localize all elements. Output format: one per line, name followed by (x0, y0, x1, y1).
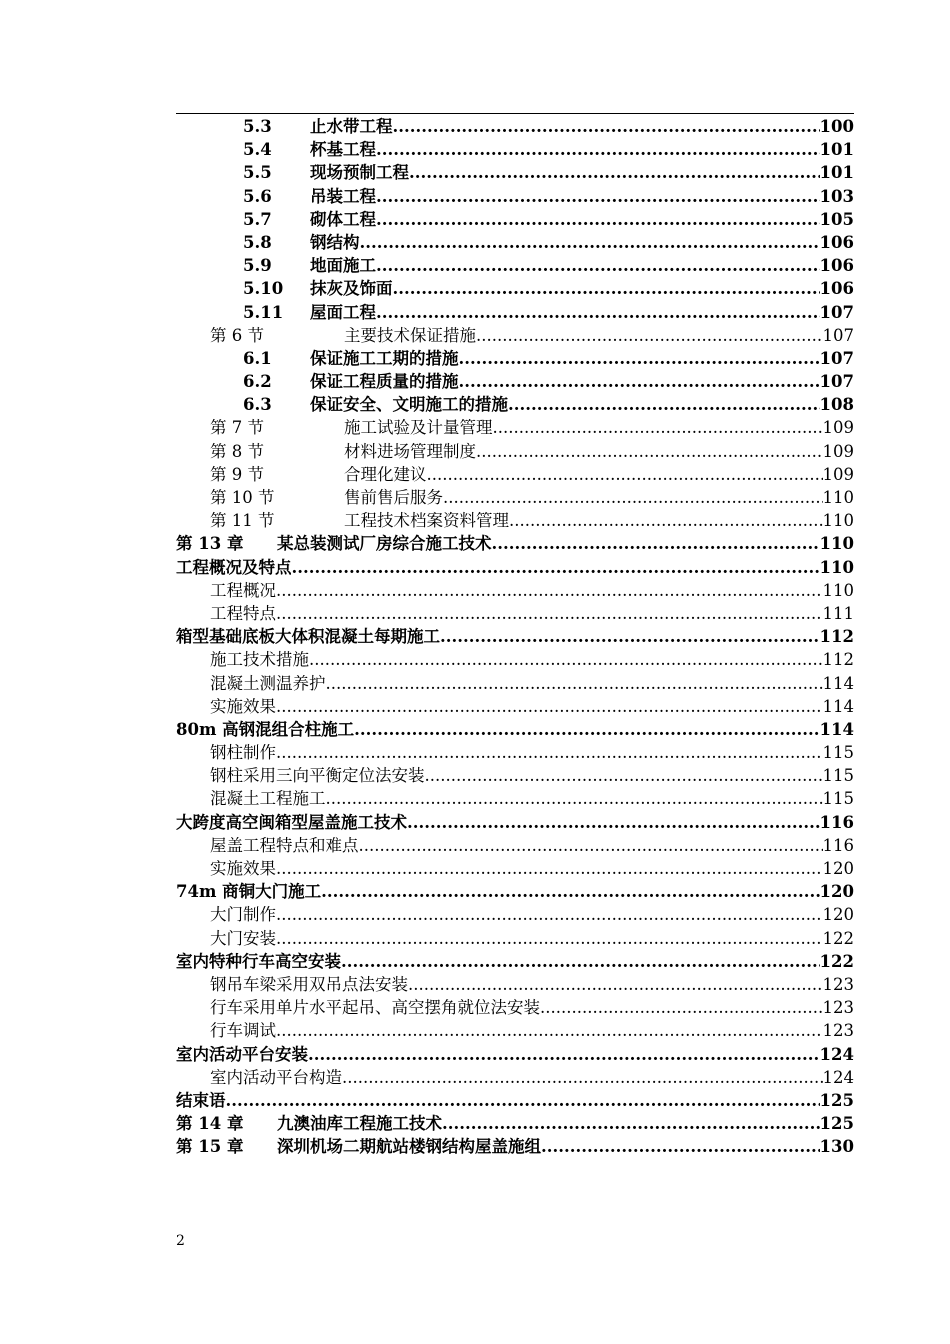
toc-entry-page: 101 (819, 163, 854, 183)
toc-entry-page: 125 (819, 1114, 854, 1134)
toc-entry-page: 115 (822, 766, 854, 786)
toc-entry-page: 107 (819, 348, 854, 368)
toc-entry-title: 工程特点 (210, 603, 276, 623)
toc-entry-page: 101 (819, 140, 854, 160)
toc-leader-dots (326, 672, 823, 695)
toc-leader-dots (226, 1089, 820, 1112)
toc-entry-title: 钢柱制作 (210, 743, 276, 763)
toc-entry[interactable] (176, 927, 854, 950)
toc-entry-number: 5.9 (243, 256, 272, 276)
toc-entry-title: 屋盖工程特点和难点 (210, 835, 359, 855)
toc-entry-title: 室内活动平台构造 (210, 1067, 342, 1087)
toc-entry-title: 杯基工程 (310, 140, 376, 160)
toc-entry-page: 116 (822, 835, 854, 855)
toc-entry-title: 材料进场管理制度 (344, 441, 476, 461)
toc-entry-page: 123 (822, 998, 854, 1018)
toc-entry[interactable] (176, 880, 854, 903)
toc-leader-dots (276, 695, 823, 718)
toc-entry-page: 120 (819, 882, 854, 902)
toc-entry[interactable] (176, 277, 854, 300)
toc-entry[interactable] (176, 416, 854, 439)
toc-leader-dots (376, 254, 820, 277)
toc-entry-title: 钢柱采用三向平衡定位法安装 (210, 766, 425, 786)
toc-leader-dots (459, 370, 820, 393)
toc-entry-number: 第 8 节 (210, 441, 264, 461)
toc-entry[interactable] (176, 903, 854, 926)
toc-entry-number: 第 9 节 (210, 464, 264, 484)
toc-entry-title: 混凝土测温养护 (210, 673, 326, 693)
toc-entry[interactable] (176, 254, 854, 277)
toc-entry-page: 110 (819, 534, 854, 554)
toc-entry[interactable] (176, 811, 854, 834)
toc-entry-title: 74m 商铜大门施工 (176, 882, 322, 902)
toc-entry-title: 屋面工程 (310, 302, 376, 322)
toc-entry-title: 现场预制工程 (310, 163, 409, 183)
toc-entry-title: 某总装测试厂房综合施工技术 (277, 534, 492, 554)
toc-entry-title: 吊装工程 (310, 186, 376, 206)
toc-entry-number: 5.6 (243, 186, 272, 206)
toc-leader-dots (443, 486, 823, 509)
toc-entry-page: 103 (819, 186, 854, 206)
toc-leader-dots (541, 1135, 820, 1158)
toc-entry-number: 第 11 节 (210, 511, 275, 531)
toc-entry[interactable] (176, 115, 854, 138)
toc-entry-title: 结束语 (176, 1090, 226, 1110)
toc-entry-title: 九澳油库工程施工技术 (277, 1114, 442, 1134)
toc-entry[interactable] (176, 370, 854, 393)
toc-leader-dots (508, 393, 820, 416)
toc-entry-page: 114 (822, 673, 854, 693)
toc-entry-page: 111 (822, 603, 854, 623)
toc-entry-page: 110 (822, 580, 854, 600)
toc-entry[interactable] (176, 1089, 854, 1112)
toc-entry[interactable] (176, 741, 854, 764)
toc-entry[interactable] (176, 486, 854, 509)
toc-entry-number: 6.3 (243, 395, 272, 415)
toc-entry[interactable] (176, 857, 854, 880)
toc-entry[interactable] (176, 1135, 854, 1158)
toc-entry[interactable] (176, 463, 854, 486)
toc-entry-number: 5.10 (243, 279, 284, 299)
toc-leader-dots (360, 231, 820, 254)
toc-leader-dots (376, 301, 820, 324)
toc-entry-title: 混凝土工程施工 (210, 789, 326, 809)
toc-leader-dots (276, 903, 823, 926)
toc-leader-dots (540, 996, 823, 1019)
toc-entry[interactable] (176, 834, 854, 857)
toc-entry-page: 109 (822, 441, 854, 461)
toc-leader-dots (292, 556, 820, 579)
toc-leader-dots (409, 161, 820, 184)
toc-leader-dots (276, 579, 823, 602)
toc-entry-number: 5.8 (243, 232, 272, 252)
toc-entry-title: 售前售后服务 (344, 488, 443, 507)
toc-leader-dots (393, 115, 820, 138)
toc-entry[interactable] (176, 625, 854, 648)
page-number: 2 (176, 1233, 185, 1249)
toc-entry-title: 保证安全、文明施工的措施 (310, 395, 508, 415)
toc-entry-number: 6.2 (243, 372, 272, 392)
table-of-contents (176, 115, 854, 1158)
toc-entry-title: 实施效果 (210, 696, 276, 716)
toc-entry-page: 124 (822, 1067, 854, 1087)
toc-leader-dots (376, 138, 820, 161)
toc-leader-dots (321, 880, 819, 903)
toc-entry-page: 123 (822, 974, 854, 994)
toc-entry-title: 抹灰及饰面 (310, 279, 393, 299)
toc-entry[interactable] (176, 440, 854, 463)
toc-entry-page: 109 (822, 418, 854, 438)
toc-entry[interactable] (176, 393, 854, 416)
toc-leader-dots (407, 811, 820, 834)
toc-entry-page: 110 (822, 488, 854, 507)
toc-leader-dots (440, 625, 820, 648)
toc-entry-page: 105 (819, 209, 854, 229)
toc-entry-title: 保证施工工期的措施 (310, 348, 459, 368)
toc-leader-dots (309, 648, 823, 671)
toc-entry-number: 第 6 节 (210, 325, 264, 345)
toc-entry-page: 124 (819, 1044, 854, 1064)
toc-entry[interactable] (176, 1043, 854, 1066)
toc-entry[interactable] (176, 602, 854, 625)
toc-entry-title: 箱型基础底板大体积混凝土每期施工 (176, 627, 440, 647)
toc-entry[interactable] (176, 787, 854, 810)
toc-entry-title: 钢吊车梁采用双吊点法安装 (210, 974, 408, 994)
toc-leader-dots (326, 787, 823, 810)
toc-entry-number: 5.11 (243, 302, 284, 322)
toc-entry-title: 保证工程质量的措施 (310, 372, 459, 392)
toc-entry-number: 第 10 节 (210, 488, 275, 507)
toc-entry-page: 106 (819, 279, 854, 299)
toc-entry[interactable] (176, 648, 854, 671)
toc-entry[interactable] (176, 208, 854, 231)
toc-entry-title: 止水带工程 (310, 117, 393, 136)
toc-entry[interactable] (176, 1112, 854, 1135)
toc-entry[interactable] (176, 950, 854, 973)
toc-entry-page: 107 (819, 302, 854, 322)
toc-entry-title: 大门安装 (210, 928, 276, 948)
toc-entry[interactable] (176, 161, 854, 184)
toc-entry-title: 室内特种行车高空安装 (176, 951, 341, 971)
toc-entry-page: 114 (822, 696, 854, 716)
toc-entry-page: 120 (822, 859, 854, 878)
toc-entry-page: 130 (819, 1137, 854, 1157)
toc-entry-page: 109 (822, 464, 854, 484)
toc-entry-number: 5.5 (243, 163, 272, 183)
toc-entry-page: 106 (819, 232, 854, 252)
toc-entry-title: 实施效果 (210, 859, 276, 878)
toc-entry-title: 砌体工程 (310, 209, 376, 229)
toc-leader-dots (341, 950, 820, 973)
toc-entry[interactable] (176, 764, 854, 787)
toc-leader-dots (393, 277, 820, 300)
toc-entry[interactable] (176, 138, 854, 161)
toc-entry[interactable] (176, 1066, 854, 1089)
toc-entry-number: 5.3 (243, 117, 272, 136)
toc-entry[interactable] (176, 301, 854, 324)
toc-leader-dots (359, 834, 823, 857)
toc-entry[interactable] (176, 556, 854, 579)
toc-entry-number: 5.7 (243, 209, 272, 229)
toc-entry-title: 大跨度高空闽箱型屋盖施工技术 (176, 812, 407, 832)
toc-entry-page: 110 (822, 511, 854, 531)
toc-entry-page: 122 (819, 951, 854, 971)
toc-entry-title: 行车采用单片水平起吊、高空摆角就位法安装 (210, 998, 540, 1018)
toc-entry[interactable] (176, 347, 854, 370)
toc-entry-title: 钢结构 (310, 232, 360, 252)
toc-entry-title: 施工试验及计量管理 (344, 418, 493, 438)
toc-entry-page: 122 (822, 928, 854, 948)
toc-entry-page: 106 (819, 256, 854, 276)
toc-entry-number: 第 13 章 (176, 534, 244, 554)
toc-entry-title: 行车调试 (210, 1021, 276, 1041)
toc-entry-title: 合理化建议 (344, 464, 427, 484)
toc-entry[interactable] (176, 973, 854, 996)
toc-entry-number: 第 7 节 (210, 418, 264, 438)
toc-entry[interactable] (176, 718, 854, 741)
toc-entry-page: 125 (819, 1090, 854, 1110)
toc-entry[interactable] (176, 672, 854, 695)
toc-leader-dots (476, 324, 823, 347)
toc-leader-dots (376, 185, 820, 208)
toc-entry[interactable] (176, 185, 854, 208)
toc-entry[interactable] (176, 695, 854, 718)
toc-leader-dots (276, 927, 823, 950)
toc-leader-dots (354, 718, 819, 741)
toc-entry-title: 主要技术保证措施 (344, 325, 476, 345)
toc-leader-dots (425, 764, 823, 787)
toc-leader-dots (492, 532, 820, 555)
header-rule (176, 113, 854, 114)
toc-entry-title: 室内活动平台安装 (176, 1044, 308, 1064)
toc-entry-title: 工程技术档案资料管理 (344, 511, 509, 531)
toc-entry-title: 80m 高钢混组合柱施工 (176, 719, 355, 739)
toc-entry-title: 工程概况 (210, 580, 276, 600)
toc-entry-page: 112 (819, 627, 854, 647)
toc-leader-dots (442, 1112, 820, 1135)
toc-entry[interactable] (176, 324, 854, 347)
toc-entry-number: 6.1 (243, 348, 272, 368)
toc-leader-dots (276, 602, 823, 625)
toc-leader-dots (459, 347, 820, 370)
toc-entry-page: 112 (822, 650, 854, 670)
toc-leader-dots (493, 416, 823, 439)
toc-entry-page: 110 (819, 557, 854, 577)
toc-entry-number: 5.4 (243, 140, 272, 160)
toc-entry-title: 大门制作 (210, 905, 276, 925)
toc-leader-dots (308, 1043, 820, 1066)
toc-leader-dots (376, 208, 820, 231)
toc-entry[interactable] (176, 1019, 854, 1042)
toc-entry-page: 108 (819, 395, 854, 415)
toc-leader-dots (276, 857, 823, 880)
toc-leader-dots (427, 463, 823, 486)
toc-entry-page: 115 (822, 743, 854, 763)
toc-entry-page: 115 (822, 789, 854, 809)
toc-entry-number: 第 14 章 (176, 1114, 244, 1134)
toc-entry[interactable] (176, 532, 854, 555)
toc-leader-dots (342, 1066, 823, 1089)
toc-entry[interactable] (176, 509, 854, 532)
toc-entry-page: 114 (819, 719, 854, 739)
toc-entry-title: 深圳机场二期航站楼钢结构屋盖施组 (277, 1137, 541, 1157)
toc-entry-page: 107 (819, 372, 854, 392)
toc-entry-page: 107 (822, 325, 854, 345)
toc-entry-title: 施工技术措施 (210, 650, 309, 670)
toc-leader-dots (276, 1019, 823, 1042)
toc-leader-dots (476, 440, 823, 463)
toc-entry[interactable] (176, 579, 854, 602)
toc-entry-page: 123 (822, 1021, 854, 1041)
toc-leader-dots (408, 973, 823, 996)
toc-entry-page: 100 (819, 117, 854, 136)
toc-entry-title: 工程概况及特点 (176, 557, 292, 577)
toc-leader-dots (276, 741, 823, 764)
toc-entry-page: 120 (822, 905, 854, 925)
toc-entry[interactable] (176, 231, 854, 254)
toc-entry-page: 116 (819, 812, 854, 832)
toc-entry-title: 地面施工 (310, 256, 376, 276)
toc-entry-number: 第 15 章 (176, 1137, 244, 1157)
toc-leader-dots (509, 509, 823, 532)
toc-entry[interactable] (176, 996, 854, 1019)
